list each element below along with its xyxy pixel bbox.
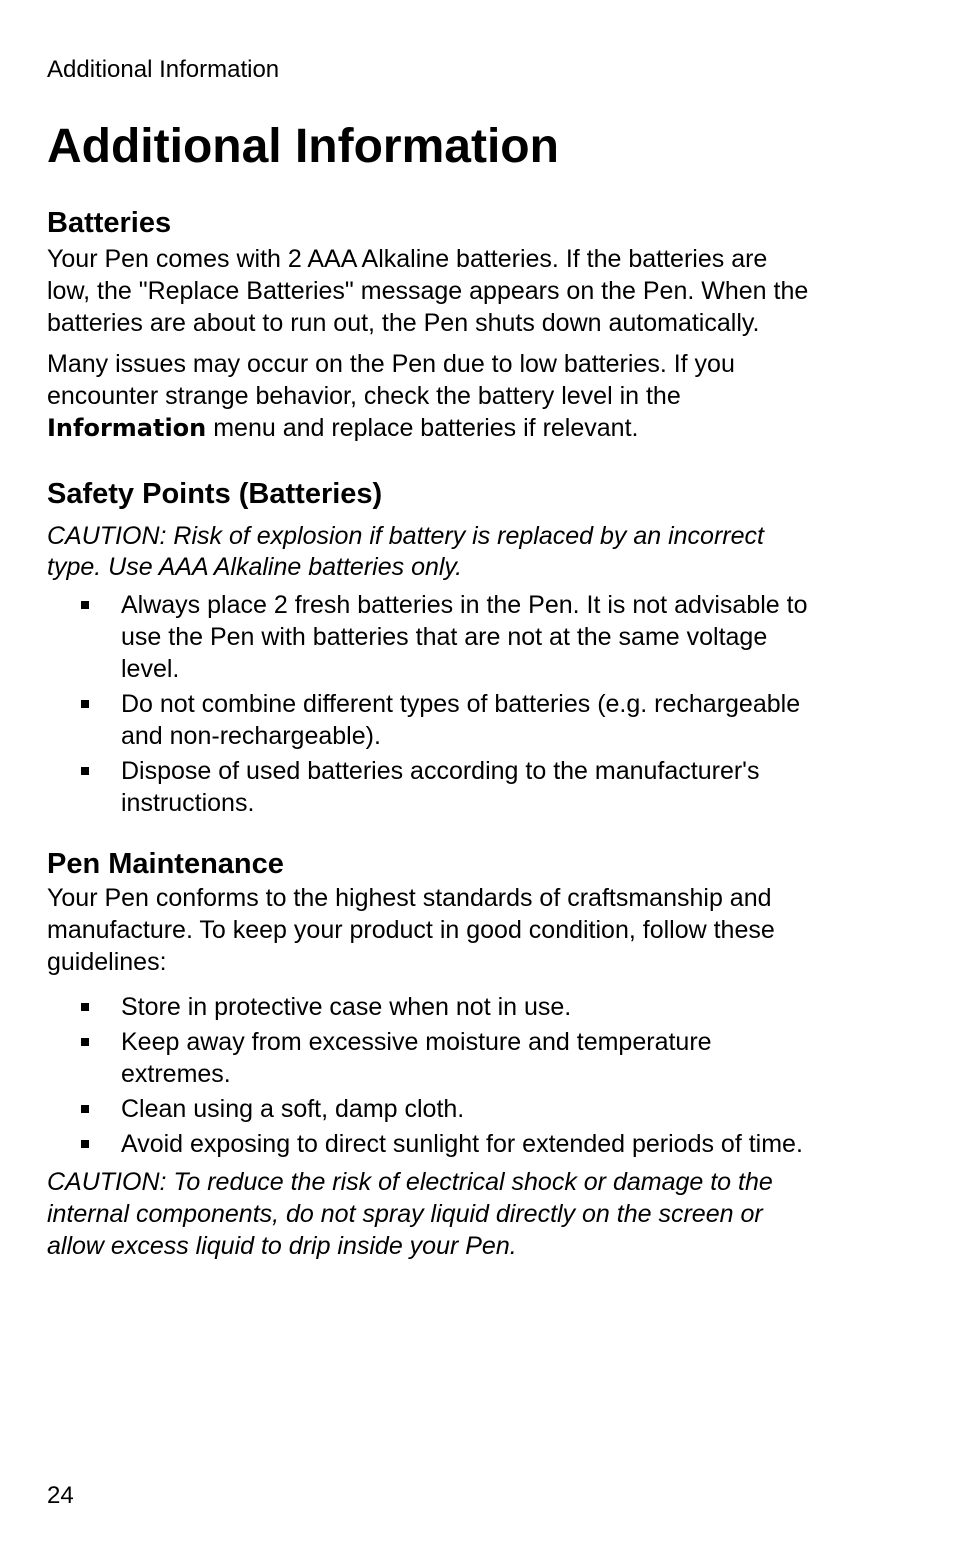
list-item: Avoid exposing to direct sunlight for extended periods of time. xyxy=(47,1128,817,1160)
list-item: Keep away from excessive moisture and temperature extremes. xyxy=(47,1026,817,1090)
maintenance-intro: Your Pen conforms to the highest standards of craftsmanship and manufacture. To keep your product in good condition, follow these guidelines: xyxy=(47,884,775,976)
section-safety-points xyxy=(47,476,817,819)
safety-list xyxy=(47,589,817,819)
page-number: 24 xyxy=(47,1482,74,1509)
square-bullet-icon xyxy=(81,1003,89,1011)
page-content xyxy=(47,205,817,1262)
batteries-paragraph-2-end: menu and replace batteries if relevant. xyxy=(206,414,639,442)
square-bullet-icon xyxy=(81,1038,89,1046)
maintenance-caution: CAUTION: To reduce the risk of electrical shock or damage to the internal components, do not spray liquid directly on the screen or allow excess liquid to drip inside your Pen. xyxy=(47,1168,773,1260)
square-bullet-icon xyxy=(81,1105,89,1113)
square-bullet-icon xyxy=(81,601,89,609)
list-item: Dispose of used batteries according to the manufacturer's instructions. xyxy=(47,755,817,819)
list-item: Always place 2 fresh batteries in the Pen. It is not advisable to use the Pen with batteries that are not at the same voltage level. xyxy=(47,589,817,685)
maintenance-heading: Pen Maintenance xyxy=(47,848,284,880)
square-bullet-icon xyxy=(81,767,89,775)
list-item: Clean using a soft, damp cloth. xyxy=(47,1093,817,1125)
safety-caution: CAUTION: Risk of explosion if battery is replaced by an incorrect type. Use AAA Alkaline batteries only. xyxy=(47,522,764,581)
section-batteries xyxy=(47,205,817,444)
list-item: Store in protective case when not in use. xyxy=(47,991,817,1023)
batteries-paragraph-2-start: Many issues may occur on the Pen due to low batteries. If you encounter strange behavior, check the battery level in the xyxy=(47,350,735,410)
batteries-paragraph-1: Your Pen comes with 2 AAA Alkaline batteries. If the batteries are low, the "Replace Batteries" message appears on the Pen. When the batteries are about to run out, the Pen shuts down automatically. xyxy=(47,245,809,337)
information-menu-term: Information xyxy=(47,414,207,442)
list-item: Do not combine different types of batteries (e.g. rechargeable and non-rechargeable). xyxy=(47,688,817,752)
page-title: Additional Information xyxy=(47,120,559,173)
square-bullet-icon xyxy=(81,1140,89,1148)
maintenance-list xyxy=(47,991,817,1160)
batteries-heading: Batteries xyxy=(47,207,172,239)
running-header: Additional Information xyxy=(47,56,280,83)
square-bullet-icon xyxy=(81,700,89,708)
section-pen-maintenance xyxy=(47,846,817,1262)
batteries-paragraph-2 xyxy=(47,348,817,444)
safety-heading: Safety Points (Batteries) xyxy=(47,478,383,510)
